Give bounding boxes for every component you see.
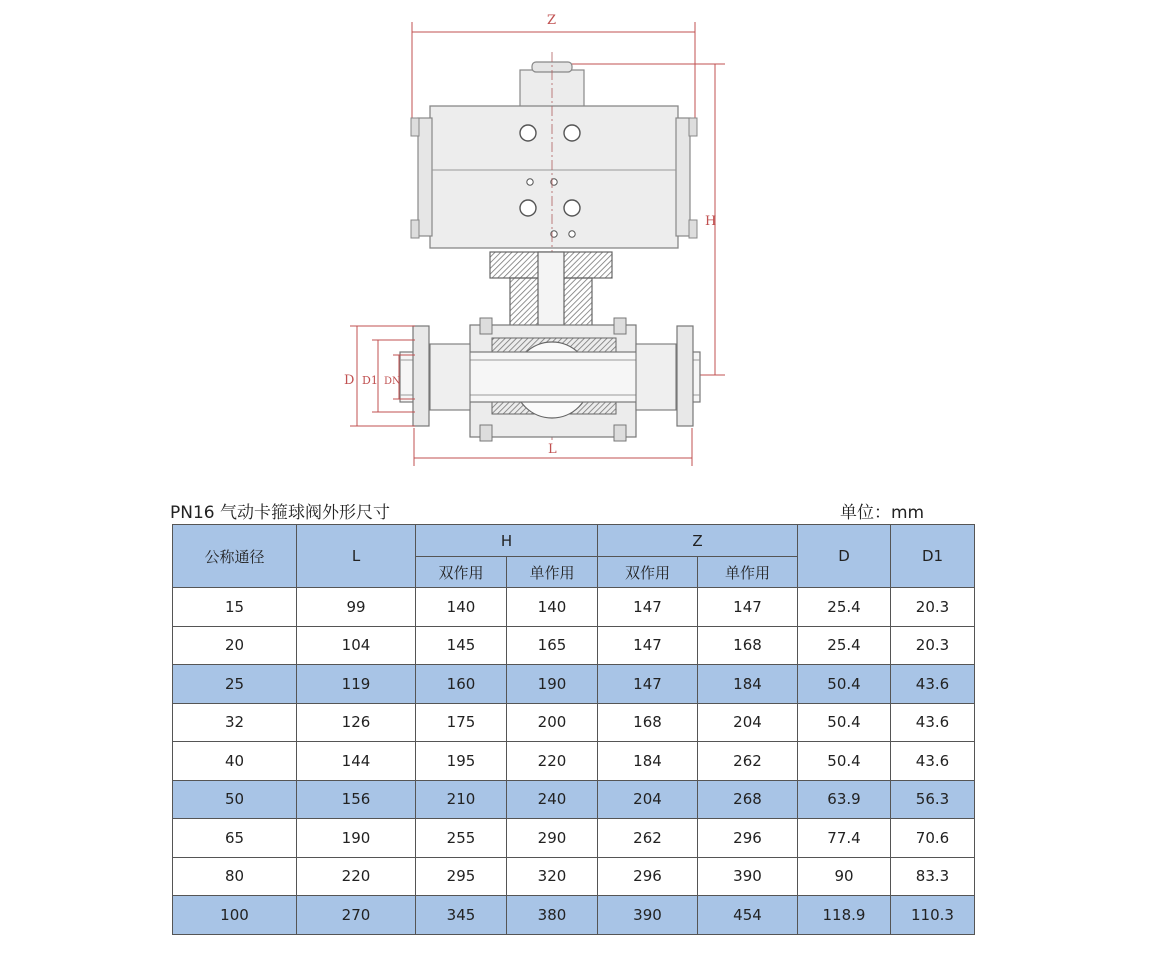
- cell-d: 90: [798, 857, 891, 896]
- cell-h-double: 145: [416, 626, 507, 665]
- cell-h-single: 165: [507, 626, 598, 665]
- cell-h-single: 320: [507, 857, 598, 896]
- cell-l: 104: [297, 626, 416, 665]
- cell-nominal: 20: [173, 626, 297, 665]
- cell-z-double: 184: [598, 742, 698, 781]
- cell-d1: 43.6: [891, 742, 975, 781]
- table-row: [173, 780, 975, 819]
- label-dn: DN: [384, 376, 401, 387]
- cell-nominal: 100: [173, 896, 297, 935]
- cell-z-single: 296: [698, 819, 798, 858]
- cell-h-double: 140: [416, 588, 507, 627]
- cell-d1: 70.6: [891, 819, 975, 858]
- cell-d: 50.4: [798, 703, 891, 742]
- cell-d1: 20.3: [891, 588, 975, 627]
- cell-d1: 43.6: [891, 703, 975, 742]
- label-d1: D1: [362, 374, 378, 387]
- cell-z-single: 147: [698, 588, 798, 627]
- actuator-body: [411, 106, 697, 248]
- cell-z-single: 268: [698, 780, 798, 819]
- cell-h-single: 290: [507, 819, 598, 858]
- cell-l: 156: [297, 780, 416, 819]
- cell-z-single: 184: [698, 665, 798, 704]
- cell-nominal: 65: [173, 819, 297, 858]
- cell-d: 118.9: [798, 896, 891, 935]
- cell-h-double: 345: [416, 896, 507, 935]
- cell-d1: 110.3: [891, 896, 975, 935]
- table-row: [173, 588, 975, 627]
- cell-z-double: 204: [598, 780, 698, 819]
- header-d1: D1: [891, 525, 975, 588]
- cell-z-single: 168: [698, 626, 798, 665]
- cell-h-double: 210: [416, 780, 507, 819]
- cell-h-double: 175: [416, 703, 507, 742]
- label-h: H: [705, 214, 717, 229]
- cell-d1: 20.3: [891, 626, 975, 665]
- cell-nominal: 40: [173, 742, 297, 781]
- cell-h-double: 255: [416, 819, 507, 858]
- cell-d: 25.4: [798, 626, 891, 665]
- cell-d1: 56.3: [891, 780, 975, 819]
- cell-z-double: 296: [598, 857, 698, 896]
- table-caption: PN16 气动卡箍球阀外形尺寸: [170, 503, 391, 523]
- cell-z-double: 390: [598, 896, 698, 935]
- table-row: [173, 626, 975, 665]
- cell-nominal: 32: [173, 703, 297, 742]
- cell-z-double: 168: [598, 703, 698, 742]
- table-row: [173, 857, 975, 896]
- header-d: D: [798, 525, 891, 588]
- cell-l: 126: [297, 703, 416, 742]
- header-z-double: 双作用: [598, 557, 698, 588]
- header-h: H: [416, 525, 598, 557]
- cell-l: 190: [297, 819, 416, 858]
- cell-nominal: 25: [173, 665, 297, 704]
- cell-z-single: 262: [698, 742, 798, 781]
- label-z: Z: [547, 13, 557, 28]
- label-d: D: [344, 373, 355, 388]
- header-z-single: 单作用: [698, 557, 798, 588]
- cell-d: 63.9: [798, 780, 891, 819]
- cell-h-double: 295: [416, 857, 507, 896]
- cell-h-double: 160: [416, 665, 507, 704]
- table-body: [173, 588, 975, 935]
- cell-z-double: 262: [598, 819, 698, 858]
- cell-h-single: 240: [507, 780, 598, 819]
- valve-drawing: [0, 0, 1150, 480]
- cell-h-single: 140: [507, 588, 598, 627]
- table-row: [173, 819, 975, 858]
- cell-d: 25.4: [798, 588, 891, 627]
- cell-h-single: 190: [507, 665, 598, 704]
- cell-l: 220: [297, 857, 416, 896]
- cell-z-double: 147: [598, 665, 698, 704]
- cell-d: 50.4: [798, 742, 891, 781]
- cell-z-single: 454: [698, 896, 798, 935]
- cell-l: 99: [297, 588, 416, 627]
- header-l: L: [297, 525, 416, 588]
- cell-z-double: 147: [598, 588, 698, 627]
- cell-z-double: 147: [598, 626, 698, 665]
- header-z: Z: [598, 525, 798, 557]
- cell-h-single: 380: [507, 896, 598, 935]
- cell-nominal: 15: [173, 588, 297, 627]
- cell-d1: 83.3: [891, 857, 975, 896]
- table-row: [173, 896, 975, 935]
- unit-label: 单位：mm: [840, 503, 925, 523]
- cell-l: 144: [297, 742, 416, 781]
- dimension-table: [172, 524, 975, 935]
- header-h-double: 双作用: [416, 557, 507, 588]
- cell-z-single: 204: [698, 703, 798, 742]
- cell-z-single: 390: [698, 857, 798, 896]
- table-row: [173, 665, 975, 704]
- cell-d1: 43.6: [891, 665, 975, 704]
- cell-l: 119: [297, 665, 416, 704]
- header-h-single: 单作用: [507, 557, 598, 588]
- cell-nominal: 50: [173, 780, 297, 819]
- header-nominal: 公称通径: [173, 525, 297, 588]
- cell-h-single: 220: [507, 742, 598, 781]
- cell-h-double: 195: [416, 742, 507, 781]
- cell-d: 77.4: [798, 819, 891, 858]
- table-row: [173, 703, 975, 742]
- cell-l: 270: [297, 896, 416, 935]
- cell-d: 50.4: [798, 665, 891, 704]
- cell-nominal: 80: [173, 857, 297, 896]
- bracket: [490, 252, 612, 332]
- table-row: [173, 742, 975, 781]
- label-l: L: [548, 442, 557, 457]
- cell-h-single: 200: [507, 703, 598, 742]
